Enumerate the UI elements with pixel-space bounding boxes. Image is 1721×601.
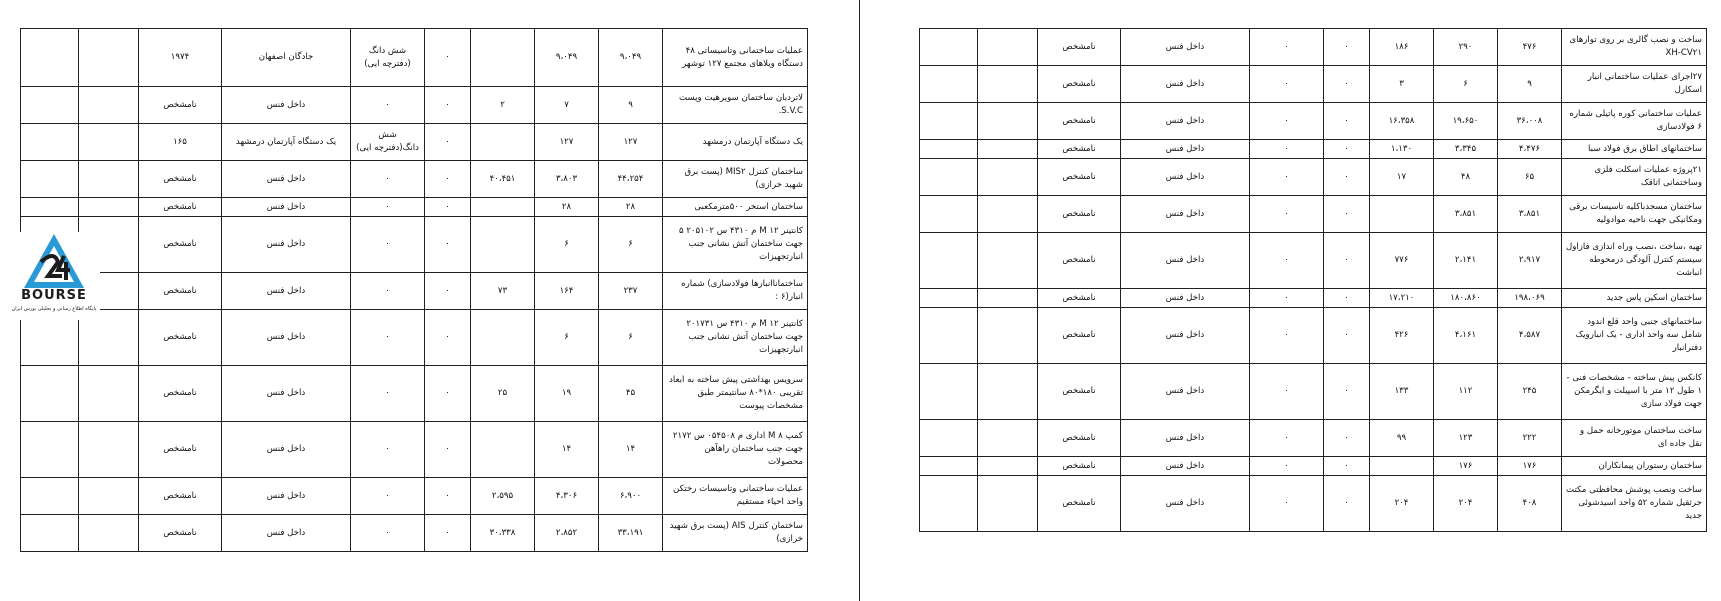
cell-c10 (920, 103, 978, 140)
cell-c5: ۰ (425, 124, 471, 161)
cell-total-cost: ۳،۸۵۱ (1498, 196, 1562, 233)
cell-c9 (978, 103, 1038, 140)
cell-description: لاتردبان ساختمان سویرهیت وپست S.V.C. (663, 87, 808, 124)
cell-accumulated-cost: ۲،۱۴۱ (1434, 233, 1498, 289)
cell-location: داخل فنس (222, 478, 351, 515)
cell-c9 (978, 29, 1038, 66)
cell-net-cost (471, 29, 535, 87)
cell-c9 (79, 198, 139, 217)
cell-ownership: ۰ (1250, 364, 1324, 420)
cell-c9 (978, 364, 1038, 420)
cell-c5: ۰ (425, 478, 471, 515)
cell-ownership: ۰ (1250, 420, 1324, 457)
cell-c5: ۰ (1324, 140, 1370, 159)
cell-net-cost (471, 198, 535, 217)
cell-total-cost: ۲۲۲ (1498, 420, 1562, 457)
cell-description: ساختمان کنترل AIS (پست برق شهید خرازی) (663, 515, 808, 552)
cell-accumulated-cost: ۴۸ (1434, 159, 1498, 196)
table-row (920, 364, 1707, 420)
cell-c9 (978, 233, 1038, 289)
cell-location: داخل فنس (222, 366, 351, 422)
left-asset-table (20, 28, 808, 552)
cell-area: نامشخص (1038, 289, 1121, 308)
cell-location: یک دستگاه آپارتمان درمشهد (222, 124, 351, 161)
cell-total-cost: ۲۸ (599, 198, 663, 217)
cell-total-cost: ۲،۹۱۷ (1498, 233, 1562, 289)
cell-c9 (79, 515, 139, 552)
logo-brand-text: BOURSE (21, 288, 87, 303)
cell-accumulated-cost: ۴،۳۰۶ (535, 478, 599, 515)
cell-accumulated-cost: ۱۸۰،۸۶۰ (1434, 289, 1498, 308)
cell-area: نامشخص (139, 273, 222, 310)
logo-tagline: پایگاه اطلاع رسانی و تحلیلی بورس ایران (11, 306, 97, 312)
cell-total-cost: ۶ (599, 310, 663, 366)
cell-net-cost: ۱۷ (1370, 159, 1434, 196)
cell-description: سرویس بهداشتی پیش ساخته به ابعاد تقریبی ۱۸۰*۸۰ سانتیمتر طبق مشخصات پیوست (663, 366, 808, 422)
table-row (920, 196, 1707, 233)
cell-c9 (79, 478, 139, 515)
table-row (920, 140, 1707, 159)
cell-description: ساختمانهای اطاق برق فولاد سبا (1562, 140, 1707, 159)
cell-area: نامشخص (139, 478, 222, 515)
table-row (920, 308, 1707, 364)
cell-total-cost: ۱۴ (599, 422, 663, 478)
table-row (21, 366, 808, 422)
cell-accumulated-cost: ۲۹۰ (1434, 29, 1498, 66)
cell-ownership: ۰ (1250, 159, 1324, 196)
cell-c5: ۰ (1324, 233, 1370, 289)
table-row (21, 198, 808, 217)
cell-accumulated-cost: ۱۹ (535, 366, 599, 422)
cell-location: داخل فنس (1121, 457, 1250, 476)
cell-c5: ۰ (1324, 420, 1370, 457)
cell-ownership: ۰ (1250, 66, 1324, 103)
cell-total-cost: ۲۴۵ (1498, 364, 1562, 420)
cell-c5: ۰ (425, 273, 471, 310)
cell-description: ساخت ساختمان موتورخانه حمل و نقل جاده ای (1562, 420, 1707, 457)
cell-total-cost: ۹ (1498, 66, 1562, 103)
table-row (920, 476, 1707, 532)
cell-c10 (21, 124, 79, 161)
cell-net-cost (471, 422, 535, 478)
cell-location: داخل فنس (1121, 140, 1250, 159)
cell-c9 (79, 422, 139, 478)
cell-ownership: ۰ (1250, 308, 1324, 364)
cell-location: داخل فنس (222, 198, 351, 217)
cell-c10 (920, 308, 978, 364)
cell-c10 (920, 159, 978, 196)
cell-net-cost (1370, 196, 1434, 233)
cell-accumulated-cost: ۳،۸۰۳ (535, 161, 599, 198)
cell-description: ۲۷اجرای عملیات ساختمانی انبار اسکارل (1562, 66, 1707, 103)
cell-c9 (978, 159, 1038, 196)
cell-description: ساختمان مسجدباکلیه تاسیسات برقی ومکانیکی جهت ناحیه موادولیه (1562, 196, 1707, 233)
cell-total-cost: ۹ (599, 87, 663, 124)
cell-c5: ۰ (425, 29, 471, 87)
cell-location: داخل فنس (1121, 159, 1250, 196)
table-row (920, 66, 1707, 103)
cell-c5: ۰ (425, 515, 471, 552)
cell-net-cost: ۱۶،۳۵۸ (1370, 103, 1434, 140)
cell-ownership: ۰ (351, 310, 425, 366)
cell-total-cost: ۶۵ (1498, 159, 1562, 196)
cell-net-cost: ۲ (471, 87, 535, 124)
cell-area: نامشخص (1038, 308, 1121, 364)
cell-area: نامشخص (139, 422, 222, 478)
table-row (920, 159, 1707, 196)
cell-area: نامشخص (1038, 140, 1121, 159)
page-divider (859, 0, 860, 601)
cell-description: ساخت و نصب گالری بر روی توارهای XH-CV۲۱ (1562, 29, 1707, 66)
cell-c9 (978, 476, 1038, 532)
cell-c9 (79, 161, 139, 198)
cell-description: کانکس پیش ساخته - مشخصات فنی - ۱ طول ۱۲ متر با اسپیلت و ایگرمکن جهت فولاد سازی (1562, 364, 1707, 420)
cell-location: داخل فنس (1121, 420, 1250, 457)
cell-location: داخل فنس (1121, 289, 1250, 308)
cell-description: یک دستگاه آپارتمان درمشهد (663, 124, 808, 161)
cell-c9 (978, 289, 1038, 308)
cell-accumulated-cost: ۲۰۴ (1434, 476, 1498, 532)
cell-total-cost: ۴۴،۲۵۴ (599, 161, 663, 198)
cell-c10 (920, 457, 978, 476)
cell-ownership: ۰ (351, 87, 425, 124)
cell-description: کانتینر ۱۲ M م ۴۳۱۰ س ۲۰۱۷۳۱ جهت ساختمان آتش نشانی جنب انبارتجهیزات (663, 310, 808, 366)
cell-total-cost: ۴۷۶ (1498, 29, 1562, 66)
cell-net-cost: ۴۰،۴۵۱ (471, 161, 535, 198)
cell-net-cost: ۱۳۳ (1370, 364, 1434, 420)
cell-accumulated-cost: ۶ (535, 310, 599, 366)
bourse-logo-watermark (8, 232, 100, 320)
cell-c9 (79, 29, 139, 87)
cell-description: عملیات ساختمانی کوره پاتیلی شماره ۶ فولادسازی (1562, 103, 1707, 140)
cell-accumulated-cost: ۶ (535, 217, 599, 273)
cell-c9 (978, 457, 1038, 476)
cell-accumulated-cost: ۱۴ (535, 422, 599, 478)
cell-ownership: ۰ (351, 478, 425, 515)
cell-description: ساختمانهای جنبی واحد قلع اندود شامل سه واحد اداری - یک انبارویک دفترانبار (1562, 308, 1707, 364)
cell-location: داخل فنس (1121, 233, 1250, 289)
cell-accumulated-cost: ۶ (1434, 66, 1498, 103)
cell-c9 (79, 87, 139, 124)
table-row (21, 310, 808, 366)
cell-accumulated-cost: ۱۲۷ (535, 124, 599, 161)
cell-location: داخل فنس (1121, 308, 1250, 364)
table-row (920, 103, 1707, 140)
cell-location: داخل فنس (222, 310, 351, 366)
cell-area: نامشخص (1038, 476, 1121, 532)
cell-c9 (978, 66, 1038, 103)
cell-accumulated-cost: ۴،۱۶۱ (1434, 308, 1498, 364)
bourse-logo-icon (8, 232, 100, 290)
cell-ownership: ۰ (351, 198, 425, 217)
cell-total-cost: ۱۹۸،۰۶۹ (1498, 289, 1562, 308)
cell-area: نامشخص (1038, 196, 1121, 233)
cell-description: عملیات ساختمانی وتاسیساتی ۴۸ دستگاه ویلاهای مجتمع ۱۲۷ توشهر (663, 29, 808, 87)
cell-net-cost: ۲،۵۹۵ (471, 478, 535, 515)
cell-accumulated-cost: ۳،۳۴۵ (1434, 140, 1498, 159)
cell-area: نامشخص (139, 87, 222, 124)
cell-c10 (21, 161, 79, 198)
cell-ownership: ۰ (1250, 233, 1324, 289)
cell-c9 (978, 420, 1038, 457)
cell-c5: ۰ (425, 87, 471, 124)
cell-accumulated-cost: ۱۹،۶۵۰ (1434, 103, 1498, 140)
cell-c5: ۰ (1324, 289, 1370, 308)
cell-c5: ۰ (1324, 29, 1370, 66)
cell-location: جادگان اصفهان (222, 29, 351, 87)
cell-area: ۱۶۵ (139, 124, 222, 161)
cell-c10 (920, 420, 978, 457)
table-row (920, 29, 1707, 66)
cell-area: نامشخص (139, 366, 222, 422)
cell-description: ساختمان رستوران پیمانکاران (1562, 457, 1707, 476)
cell-total-cost: ۴،۴۷۶ (1498, 140, 1562, 159)
cell-area: نامشخص (1038, 364, 1121, 420)
cell-c9 (978, 308, 1038, 364)
right-asset-table (919, 28, 1707, 532)
cell-c5: ۰ (1324, 103, 1370, 140)
cell-accumulated-cost: ۳،۸۵۱ (1434, 196, 1498, 233)
cell-area: نامشخص (139, 515, 222, 552)
cell-c10 (920, 140, 978, 159)
cell-accumulated-cost: ۱۶۴ (535, 273, 599, 310)
cell-location: داخل فنس (1121, 29, 1250, 66)
table-row (21, 217, 808, 273)
cell-total-cost: ۴،۵۸۷ (1498, 308, 1562, 364)
cell-description: ساختمان استخر ۵۰۰مترمکعبی (663, 198, 808, 217)
cell-ownership: ۰ (1250, 140, 1324, 159)
cell-c5: ۰ (425, 161, 471, 198)
cell-location: داخل فنس (222, 217, 351, 273)
cell-c5: ۰ (425, 366, 471, 422)
table-row (21, 273, 808, 310)
cell-c5: ۰ (425, 422, 471, 478)
cell-ownership: ۰ (351, 422, 425, 478)
table-row (21, 478, 808, 515)
cell-c10 (21, 198, 79, 217)
cell-location: داخل فنس (222, 161, 351, 198)
cell-area: نامشخص (139, 217, 222, 273)
cell-ownership: ۰ (351, 217, 425, 273)
table-row (920, 420, 1707, 457)
cell-net-cost (471, 124, 535, 161)
cell-c5: ۰ (425, 310, 471, 366)
cell-total-cost: ۱۲۷ (599, 124, 663, 161)
cell-c9 (79, 366, 139, 422)
cell-accumulated-cost: ۲،۸۵۲ (535, 515, 599, 552)
cell-c5: ۰ (425, 198, 471, 217)
cell-net-cost (1370, 457, 1434, 476)
cell-net-cost: ۹۹ (1370, 420, 1434, 457)
cell-ownership: شش دانگ(دفترچه ایی) (351, 124, 425, 161)
cell-accumulated-cost: ۲۸ (535, 198, 599, 217)
cell-ownership: ۰ (1250, 476, 1324, 532)
cell-total-cost: ۱۷۶ (1498, 457, 1562, 476)
table-row (920, 289, 1707, 308)
cell-area: نامشخص (1038, 159, 1121, 196)
cell-accumulated-cost: ۱۷۶ (1434, 457, 1498, 476)
cell-location: داخل فنس (1121, 476, 1250, 532)
cell-area: نامشخص (1038, 29, 1121, 66)
cell-total-cost: ۲۳۷ (599, 273, 663, 310)
cell-area: نامشخص (1038, 103, 1121, 140)
cell-ownership: ۰ (1250, 103, 1324, 140)
cell-location: داخل فنس (1121, 196, 1250, 233)
cell-c5: ۰ (425, 217, 471, 273)
cell-accumulated-cost: ۱۲۳ (1434, 420, 1498, 457)
cell-area: نامشخص (1038, 233, 1121, 289)
cell-total-cost: ۴۰۸ (1498, 476, 1562, 532)
cell-ownership: ۰ (1250, 457, 1324, 476)
cell-description: کانتینر ۱۲ M م ۴۳۱۰ س ۲۰۵۱۰۲ ۵ جهت ساختمان آتش نشانی جنب انبارتجهیزات (663, 217, 808, 273)
cell-c10 (920, 476, 978, 532)
cell-location: داخل فنس (1121, 66, 1250, 103)
cell-description: تهیه ،ساخت ،نصب وراه اندازی فازاول سیستم کنترل آلودگی درمحوطه انباشت (1562, 233, 1707, 289)
cell-description: ۲۱پروژه عملیات اسکلت فلزی وساختمانی اتاقک (1562, 159, 1707, 196)
cell-c10 (21, 29, 79, 87)
cell-net-cost: ۲۵ (471, 366, 535, 422)
cell-net-cost: ۱۸۶ (1370, 29, 1434, 66)
cell-net-cost: ۱،۱۳۰ (1370, 140, 1434, 159)
cell-c10 (21, 478, 79, 515)
cell-ownership: ۰ (1250, 29, 1324, 66)
cell-c5: ۰ (1324, 308, 1370, 364)
cell-location: داخل فنس (222, 87, 351, 124)
cell-description: عملیات ساختمانی وتاسیسات رختکن واحد احیاء مستقیم (663, 478, 808, 515)
cell-net-cost: ۳۰،۳۳۸ (471, 515, 535, 552)
cell-c5: ۰ (1324, 159, 1370, 196)
cell-total-cost: ۹،۰۴۹ (599, 29, 663, 87)
cell-ownership: ۰ (1250, 289, 1324, 308)
cell-c9 (978, 196, 1038, 233)
cell-c5: ۰ (1324, 476, 1370, 532)
cell-c5: ۰ (1324, 364, 1370, 420)
table-row (21, 29, 808, 87)
cell-c10 (920, 364, 978, 420)
table-row (21, 124, 808, 161)
cell-total-cost: ۶ (599, 217, 663, 273)
cell-accumulated-cost: ۷ (535, 87, 599, 124)
cell-ownership: ۰ (351, 161, 425, 198)
cell-c10 (920, 29, 978, 66)
cell-area: نامشخص (139, 161, 222, 198)
cell-ownership: ۰ (1250, 196, 1324, 233)
cell-net-cost: ۷۳ (471, 273, 535, 310)
cell-total-cost: ۴۵ (599, 366, 663, 422)
cell-area: نامشخص (139, 310, 222, 366)
cell-area: نامشخص (1038, 457, 1121, 476)
cell-net-cost: ۳ (1370, 66, 1434, 103)
cell-c9 (79, 124, 139, 161)
cell-description: ساختمان اسکین پاس جدید (1562, 289, 1707, 308)
cell-ownership: ۰ (351, 366, 425, 422)
cell-c9 (978, 140, 1038, 159)
cell-location: داخل فنس (1121, 364, 1250, 420)
cell-c5: ۰ (1324, 66, 1370, 103)
cell-accumulated-cost: ۱۱۲ (1434, 364, 1498, 420)
cell-c10 (920, 66, 978, 103)
table-row (21, 515, 808, 552)
table-row (21, 87, 808, 124)
cell-net-cost (471, 217, 535, 273)
cell-location: داخل فنس (1121, 103, 1250, 140)
cell-c5: ۰ (1324, 457, 1370, 476)
cell-area: نامشخص (1038, 420, 1121, 457)
cell-ownership: ۰ (351, 515, 425, 552)
cell-location: داخل فنس (222, 515, 351, 552)
cell-description: ساختماناانبارها فولادسازی) شماره انبار(۶ : (663, 273, 808, 310)
cell-net-cost: ۱۷،۲۱۰ (1370, 289, 1434, 308)
cell-total-cost: ۶،۹۰۰ (599, 478, 663, 515)
cell-net-cost: ۷۷۶ (1370, 233, 1434, 289)
cell-c10 (920, 233, 978, 289)
cell-location: داخل فنس (222, 273, 351, 310)
cell-description: ساختمان کنترل MIS۲ (پست برق شهید خرازی) (663, 161, 808, 198)
cell-location: داخل فنس (222, 422, 351, 478)
cell-c10 (21, 515, 79, 552)
cell-net-cost: ۴۲۶ (1370, 308, 1434, 364)
cell-c5: ۰ (1324, 196, 1370, 233)
table-row (21, 161, 808, 198)
cell-total-cost: ۳۳،۱۹۱ (599, 515, 663, 552)
cell-total-cost: ۳۶،۰۰۸ (1498, 103, 1562, 140)
cell-net-cost: ۲۰۴ (1370, 476, 1434, 532)
cell-area: نامشخص (139, 198, 222, 217)
cell-net-cost (471, 310, 535, 366)
cell-ownership: شش دانگ (دفترچه ایی) (351, 29, 425, 87)
table-row (21, 422, 808, 478)
cell-ownership: ۰ (351, 273, 425, 310)
cell-area: ۱۹۷۴ (139, 29, 222, 87)
cell-c10 (21, 366, 79, 422)
table-row (920, 457, 1707, 476)
table-row (920, 233, 1707, 289)
cell-c10 (21, 422, 79, 478)
cell-description: کمپ ۸ M اداری م ۰۵۴۵۰۸ س ۲۱۷۲ جهت جنب ساختمان راهآهن محصولات (663, 422, 808, 478)
cell-area: نامشخص (1038, 66, 1121, 103)
cell-c10 (920, 289, 978, 308)
cell-accumulated-cost: ۹،۰۴۹ (535, 29, 599, 87)
cell-c10 (920, 196, 978, 233)
cell-description: ساخت ونصب پوشش محافظتی مکتت جرثقیل شماره ۵۲ واحد اسیدشوئی جدید (1562, 476, 1707, 532)
cell-c10 (21, 87, 79, 124)
